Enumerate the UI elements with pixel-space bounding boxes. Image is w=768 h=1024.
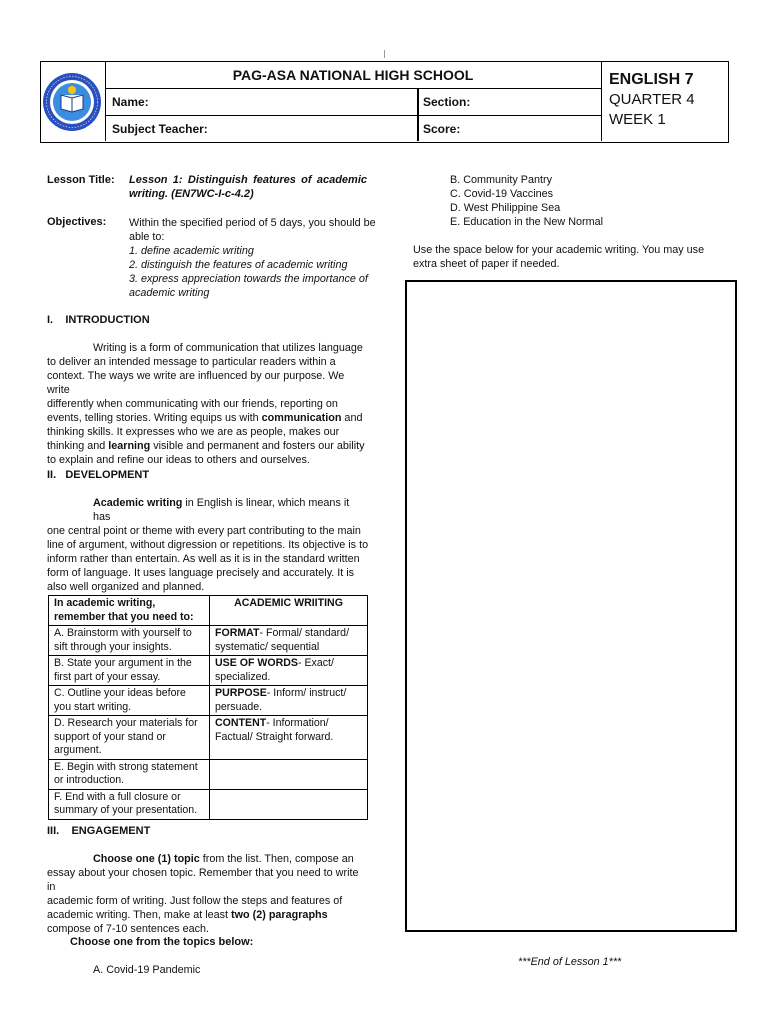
topic-item: A. Covid-19 Pandemic <box>93 964 201 976</box>
lesson-title-line1: Lesson 1: Distinguish features of academic <box>129 174 367 186</box>
name-label: Name: <box>112 95 149 109</box>
development-paragraph: Academic writing in English is linear, which means it has one central point or theme with every part contributing to the main line of argument, without digression or repetitions. Its objective is to inform rather than entertain. As well as it is in the standard written form of language. It uses language precisely and accurately. It is also well organized and planned. <box>47 497 369 593</box>
section-label: Section: <box>423 95 471 109</box>
objective-3: 3. express appreciation towards the importance of <box>129 273 368 285</box>
engagement-paragraph: Choose one (1) topic from the list. Then, compose an essay about your chosen topic. Remember that you need to write in academic form of writing. Just follow the steps and features of academic writing. Then, make at least two (2) paragraphs compose of 7-10 sentences each. <box>47 853 359 935</box>
objective-1: 1. define academic writing <box>129 245 254 257</box>
objectives-intro: Within the specified period of 5 days, you should be able to: 1. define academic writing 2. distinguish the features of academic writing 3. express appreciation towards the importance of academic writing <box>129 217 376 299</box>
engagement-heading: III. ENGAGEMENT <box>47 825 151 837</box>
teacher-label: Subject Teacher: <box>112 122 208 136</box>
academic-writing-table <box>48 595 368 820</box>
quarter-label: QUARTER 4 <box>609 91 695 108</box>
fold-mark <box>384 50 385 58</box>
subject-cell <box>601 62 728 141</box>
table-header-row: In academic writing, remember that you need to: ACADEMIC WRIITING <box>49 596 368 626</box>
lesson-title-label: Lesson Title: <box>47 174 115 186</box>
topic-item: D. West Philippine Sea <box>450 202 561 214</box>
name-section-row <box>105 88 601 116</box>
objective-2: 2. distinguish the features of academic writing <box>129 259 348 271</box>
table-row: C. Outline your ideas before you start writing. PURPOSE- Inform/ instruct/ persuade. <box>49 686 368 716</box>
writing-instructions: Use the space below for your academic writing. You may use extra sheet of paper if needed. <box>413 244 705 270</box>
topic-list <box>450 173 603 229</box>
development-heading: II. DEVELOPMENT <box>47 469 150 481</box>
table-row: E. Begin with strong statement or introduction. <box>49 759 368 789</box>
row-divider <box>417 115 419 141</box>
topic-item: B. Community Pantry <box>450 174 553 186</box>
school-name: PAG-ASA NATIONAL HIGH SCHOOL <box>105 62 601 89</box>
intro-heading: I. INTRODUCTION <box>47 314 150 326</box>
school-seal-logo <box>41 62 103 141</box>
intro-paragraph: Writing is a form of communication that utilizes language to deliver an intended message to particular readers within a context. The ways we write are influenced by our purpose. We write differently when communicating with our friends, reporting on events, telling stories. Writing equips us with communication and thinking skills. It expresses who we are as people, makes our thinking and learning visible and permanent and fosters our ability to explain and refine our ideas to others and ourselves. <box>47 342 365 466</box>
topic-item: C. Covid-19 Vaccines <box>450 188 554 200</box>
subject-title: ENGLISH 7 <box>609 71 694 88</box>
table-row: F. End with a full closure or summary of your presentation. <box>49 789 368 819</box>
writing-space-box[interactable] <box>405 280 737 932</box>
objectives-label: Objectives: <box>47 216 107 228</box>
header-table <box>40 61 729 143</box>
score-label: Score: <box>423 122 461 136</box>
topic-item: E. Education in the New Normal <box>450 216 604 228</box>
week-label: WEEK 1 <box>609 111 666 128</box>
choose-topic-label: Choose one from the topics below: <box>70 936 254 948</box>
lesson-title-line2: writing. (EN7WC-I-c-4.2) <box>129 188 254 200</box>
end-of-lesson: ***End of Lesson 1*** <box>518 956 622 968</box>
table-row: A. Brainstorm with yourself to sift through your insights. FORMAT- Formal/ standard/ systematic/ sequential <box>49 626 368 656</box>
teacher-score-row <box>105 115 601 141</box>
logo-cell <box>41 62 106 141</box>
table-row: B. State your argument in the first part of your essay. USE OF WORDS- Exact/ specialized. <box>49 656 368 686</box>
row-divider <box>417 88 419 115</box>
table-row: D. Research your materials for support of your stand or argument. CONTENT- Information/ Factual/ Straight forward. <box>49 716 368 760</box>
